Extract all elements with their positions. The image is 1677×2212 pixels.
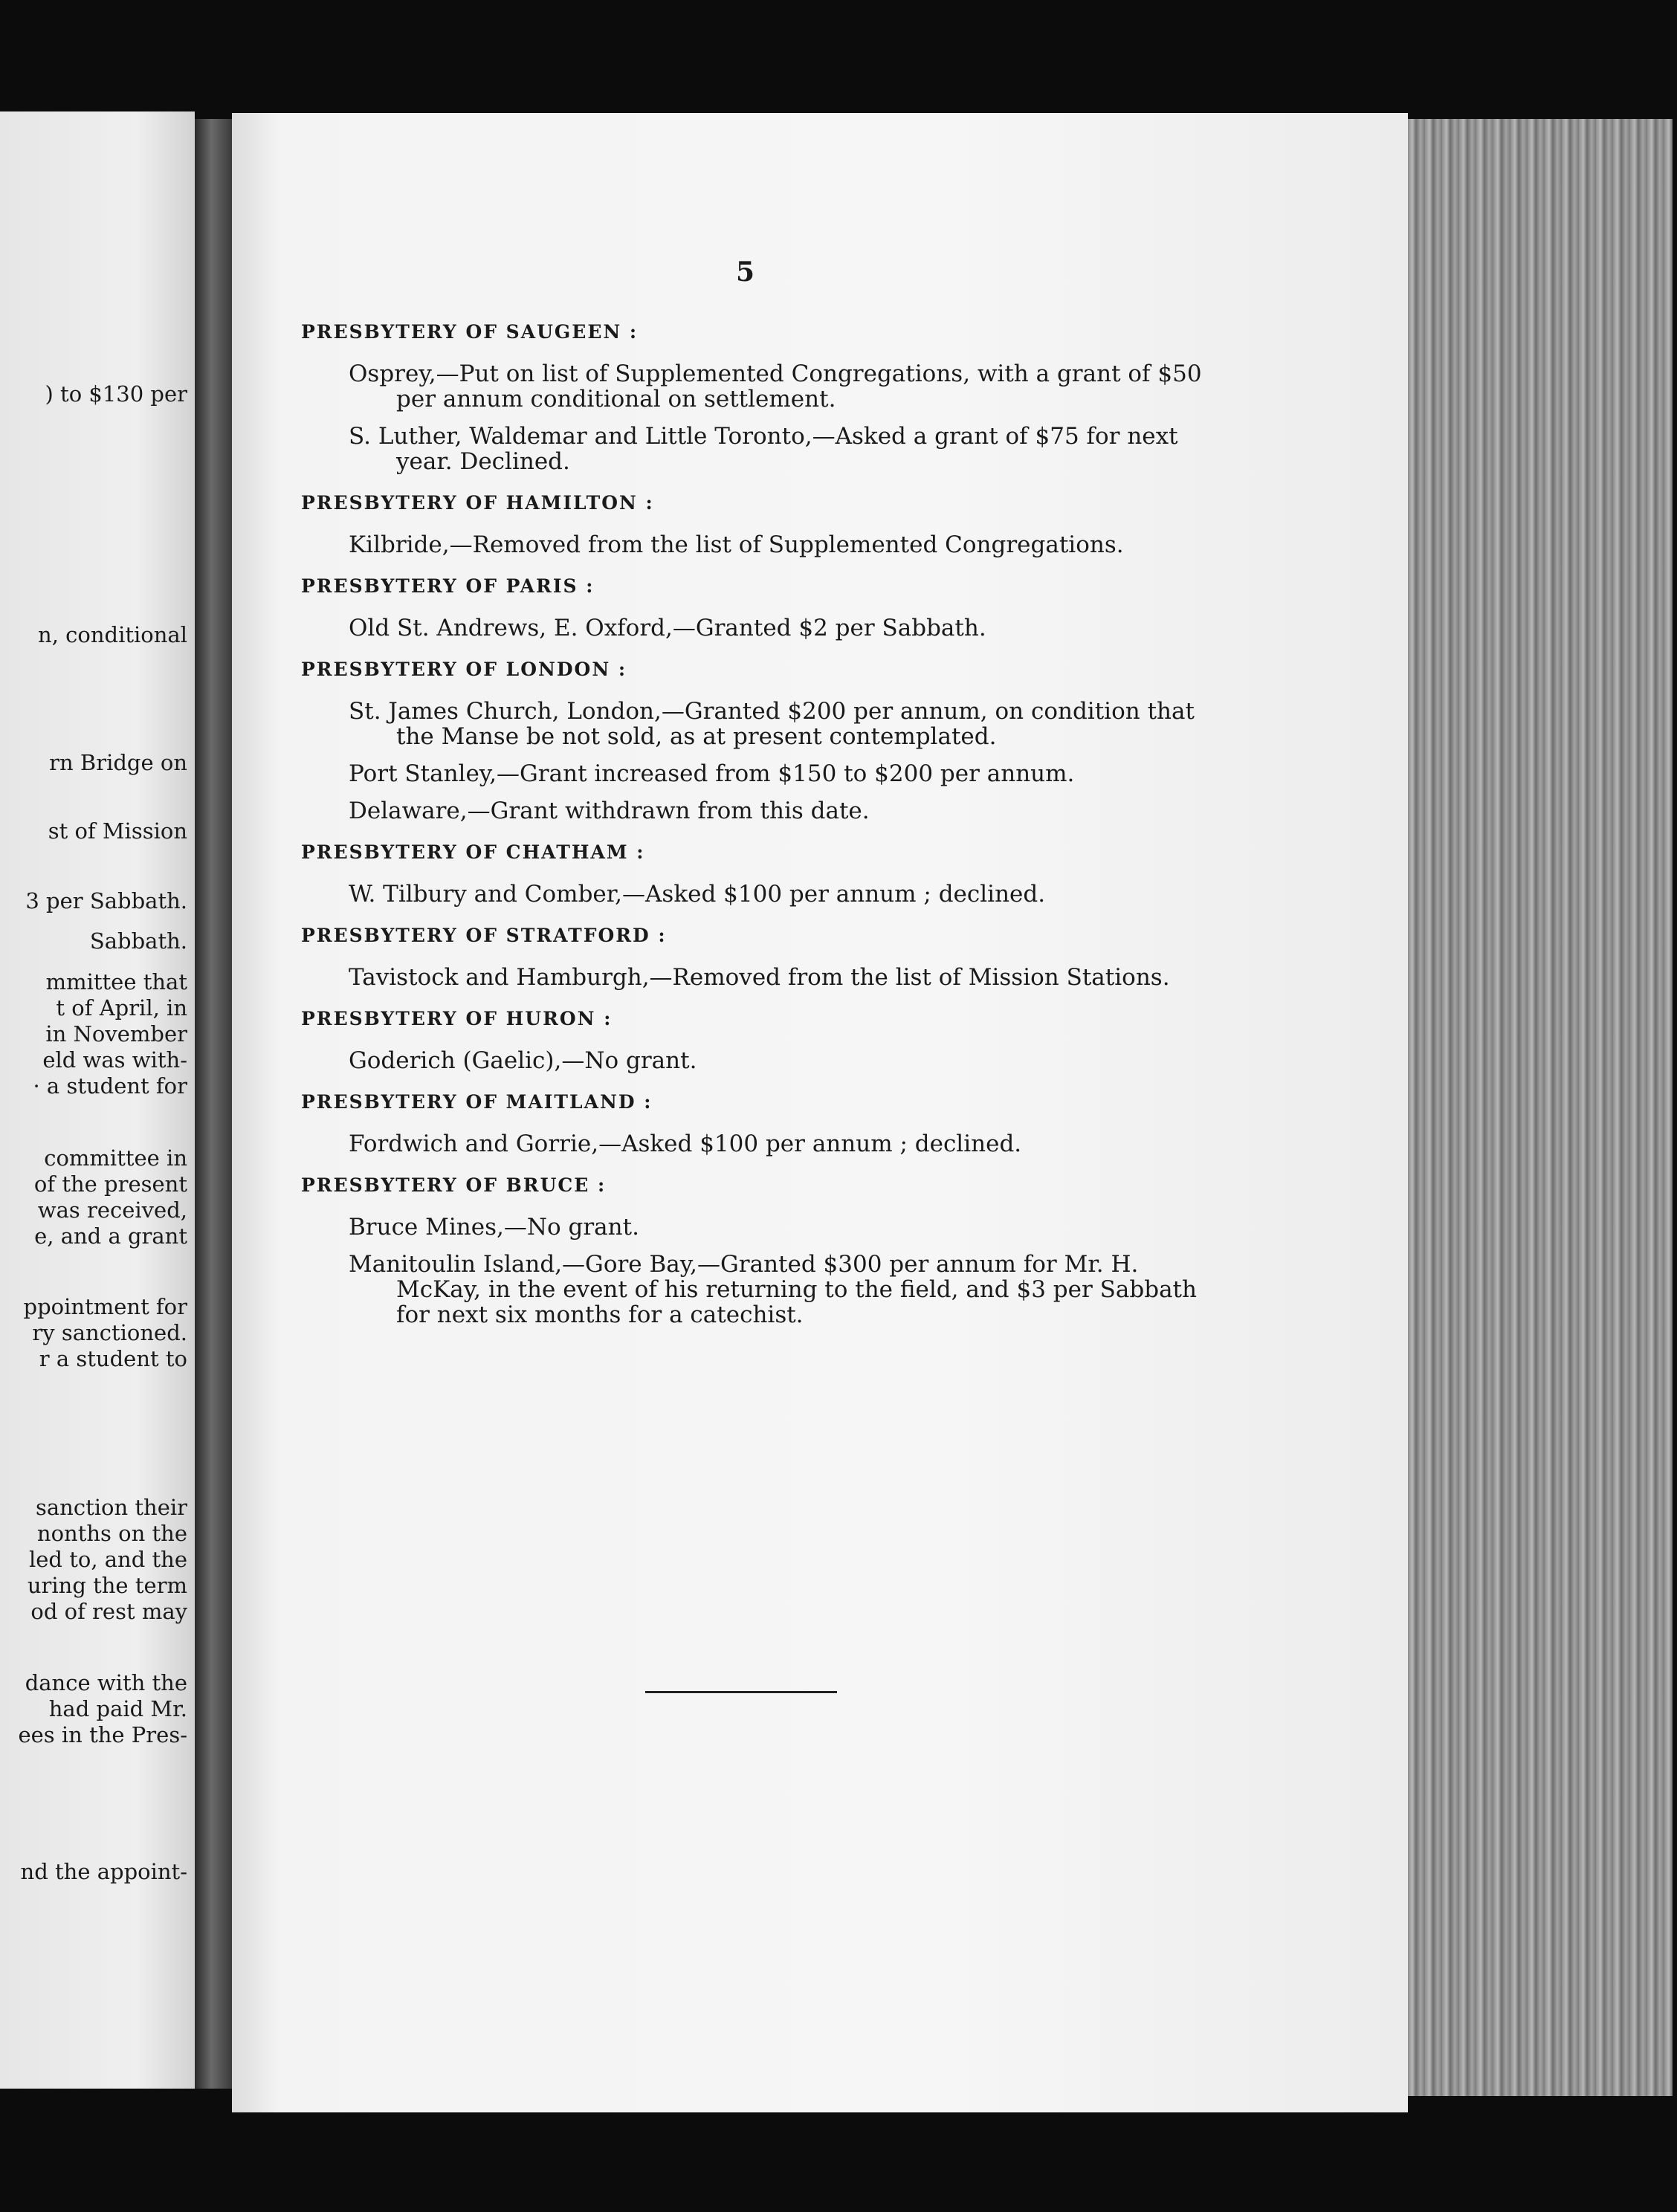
entry: Osprey,—Put on list of Supplemented Congregations, with a grant of $50 per annum conditional on settlement. — [349, 360, 1202, 413]
section-heading: PRESBYTERY OF PARIS : — [301, 575, 595, 597]
entry: Kilbride,—Removed from the list of Supplemented Congregations. — [349, 531, 1124, 558]
section-bruce — [301, 1173, 1208, 1327]
entry: Tavistock and Hamburgh,—Removed from the list of Mission Stations. — [349, 964, 1170, 991]
left-page-fragment: was received, — [37, 1197, 187, 1223]
page-number: 5 — [736, 256, 755, 288]
entry: Bruce Mines,—No grant. — [349, 1214, 639, 1241]
section-heading: PRESBYTERY OF HAMILTON : — [301, 492, 654, 514]
left-page-fragment: committee in — [44, 1145, 187, 1171]
left-page-fragment: 3 per Sabbath. — [25, 888, 187, 913]
page-edges — [1408, 119, 1673, 2096]
section-heading: PRESBYTERY OF HURON : — [301, 1008, 613, 1029]
section-saugeen — [301, 320, 1208, 474]
entry: W. Tilbury and Comber,—Asked $100 per annum ; declined. — [349, 881, 1046, 908]
section-huron — [301, 1006, 1208, 1073]
entry: Manitoulin Island,—Gore Bay,—Granted $300 per annum for Mr. H. McKay, in the event of his returning to the field, and $3 per Sabbath for next six months for a catechist. — [349, 1251, 1197, 1328]
section-heading: PRESBYTERY OF SAUGEEN : — [301, 321, 639, 343]
section-stratford — [301, 923, 1208, 990]
entry: Fordwich and Gorrie,—Asked $100 per annum ; declined. — [349, 1131, 1022, 1157]
entry: Delaware,—Grant withdrawn from this date. — [349, 798, 870, 824]
section-heading: PRESBYTERY OF LONDON : — [301, 659, 627, 680]
section-heading: PRESBYTERY OF BRUCE : — [301, 1174, 607, 1196]
left-page-fragment: had paid Mr. — [48, 1696, 187, 1721]
left-page-fragment: of the present — [33, 1171, 187, 1197]
left-page-fragment: Sabbath. — [89, 928, 187, 954]
left-page-fragment: ees in the Pres- — [18, 1722, 187, 1747]
section-paris — [301, 574, 1208, 641]
section-heading: PRESBYTERY OF MAITLAND : — [301, 1091, 653, 1113]
left-page-fragment: nd the appoint- — [20, 1859, 187, 1884]
left-page-fragment: t of April, in — [56, 995, 187, 1021]
left-page-fragment: sanction their — [35, 1495, 187, 1520]
left-page-fragment: mmittee that — [45, 969, 187, 995]
left-page-fragment: r a student to — [39, 1346, 187, 1371]
left-page-fragment: rn Bridge on — [49, 750, 187, 775]
left-page-fragment: uring the term — [27, 1573, 187, 1598]
section-heading: PRESBYTERY OF STRATFORD : — [301, 925, 667, 946]
left-page-fragment: nonths on the — [36, 1521, 187, 1546]
left-page — [0, 111, 195, 2089]
section-heading: PRESBYTERY OF CHATHAM : — [301, 841, 645, 863]
book-gutter — [195, 119, 232, 2089]
entry: Old St. Andrews, E. Oxford,—Granted $2 per Sabbath. — [349, 615, 986, 641]
left-page-fragment: ry sanctioned. — [32, 1320, 187, 1345]
left-page-fragment: od of rest may — [30, 1599, 187, 1624]
page-content — [301, 320, 1208, 1344]
entry: S. Luther, Waldemar and Little Toronto,—Asked a grant of $75 for next year. Declined. — [349, 423, 1178, 475]
section-hamilton — [301, 491, 1208, 557]
left-page-fragment: led to, and the — [28, 1547, 187, 1572]
left-page-fragment: st of Mission — [48, 818, 187, 844]
entry: Port Stanley,—Grant increased from $150 to $200 per annum. — [349, 760, 1075, 787]
entry: St. James Church, London,—Granted $200 per annum, on condition that the Manse be not sold, as at present contemplated. — [349, 698, 1195, 750]
section-london — [301, 657, 1208, 824]
left-page-fragment: dance with the — [25, 1670, 187, 1695]
section-chatham — [301, 840, 1208, 907]
entry: Goderich (Gaelic),—No grant. — [349, 1047, 697, 1074]
left-page-fragment: ppointment for — [23, 1294, 187, 1319]
left-page-fragment: in November — [45, 1021, 187, 1047]
left-page-fragment: n, conditional — [38, 622, 187, 647]
closing-rule — [645, 1691, 837, 1693]
left-page-fragment: · a student for — [33, 1073, 187, 1099]
section-maitland — [301, 1090, 1208, 1157]
left-page-fragment: eld was with- — [42, 1047, 187, 1073]
left-page-fragment: ) to $130 per — [45, 381, 187, 407]
left-page-fragment: e, and a grant — [34, 1223, 187, 1249]
